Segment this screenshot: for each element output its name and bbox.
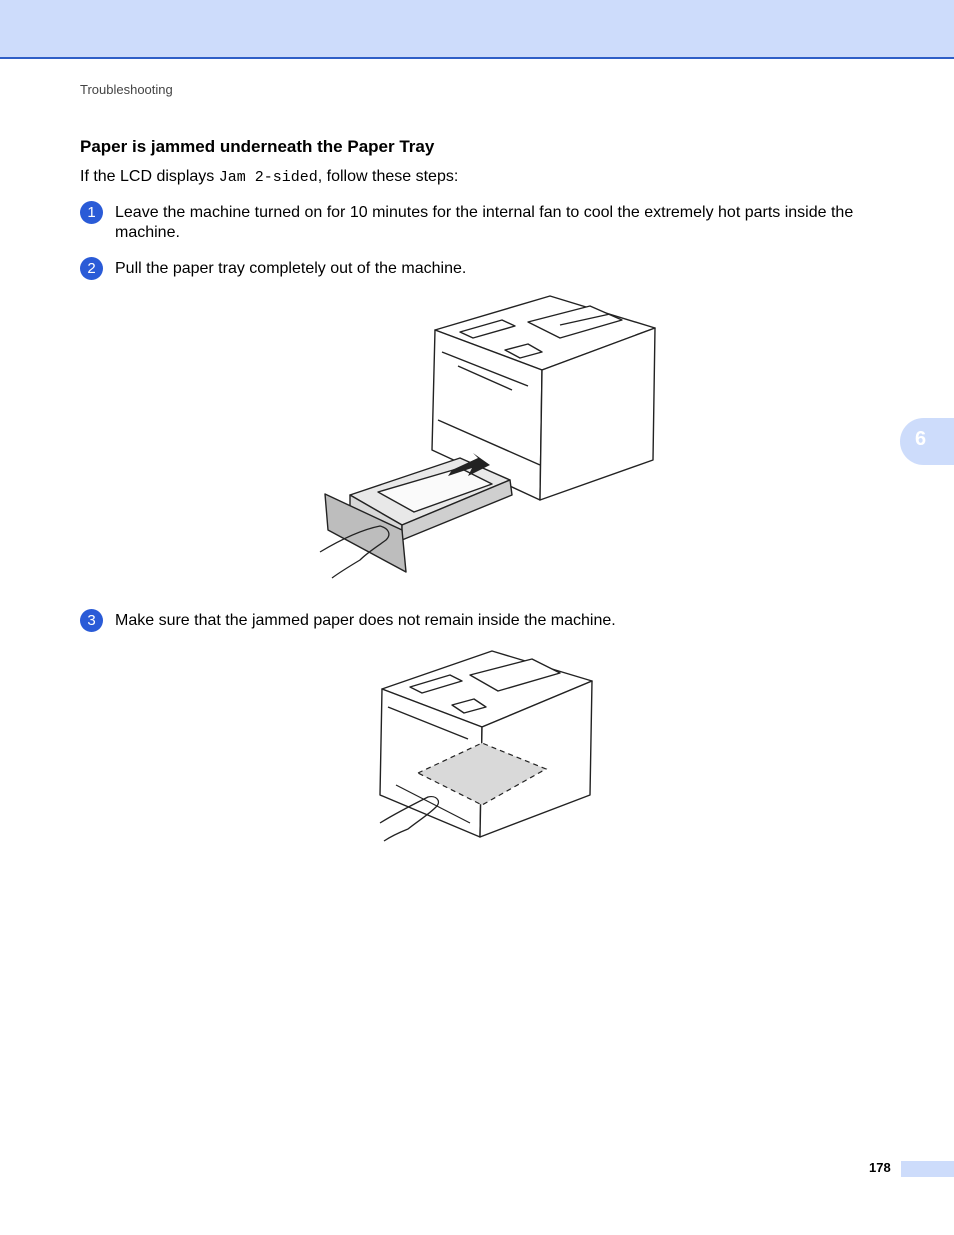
- chapter-tab[interactable]: [900, 418, 954, 465]
- breadcrumb: Troubleshooting: [80, 82, 173, 97]
- step-2: [80, 257, 900, 283]
- intro-text: [80, 168, 458, 186]
- intro-prefix: If the LCD displays: [80, 168, 219, 185]
- step-3: [80, 609, 900, 635]
- header-band: [0, 0, 954, 59]
- step-number: 1: [80, 201, 103, 224]
- illustration-check-jam: [370, 645, 600, 845]
- intro-suffix: , follow these steps:: [317, 168, 459, 185]
- step-number: 3: [80, 609, 103, 632]
- step-text: Leave the machine turned on for 10 minutes for the internal fan to cool the extremely hot parts inside the machine.: [115, 204, 854, 241]
- step-text: Make sure that the jammed paper does not remain inside the machine.: [115, 612, 616, 629]
- illustration-pull-tray: [310, 290, 670, 585]
- page-number: 178: [869, 1160, 891, 1175]
- chapter-number: 6: [915, 428, 927, 450]
- lcd-message-code: Jam 2-sided: [218, 169, 318, 186]
- footer-band: [901, 1161, 954, 1177]
- section-title: Paper is jammed underneath the Paper Tray: [80, 137, 435, 156]
- step-1: [80, 201, 900, 247]
- step-number: 2: [80, 257, 103, 280]
- step-text: Pull the paper tray completely out of the machine.: [115, 260, 467, 277]
